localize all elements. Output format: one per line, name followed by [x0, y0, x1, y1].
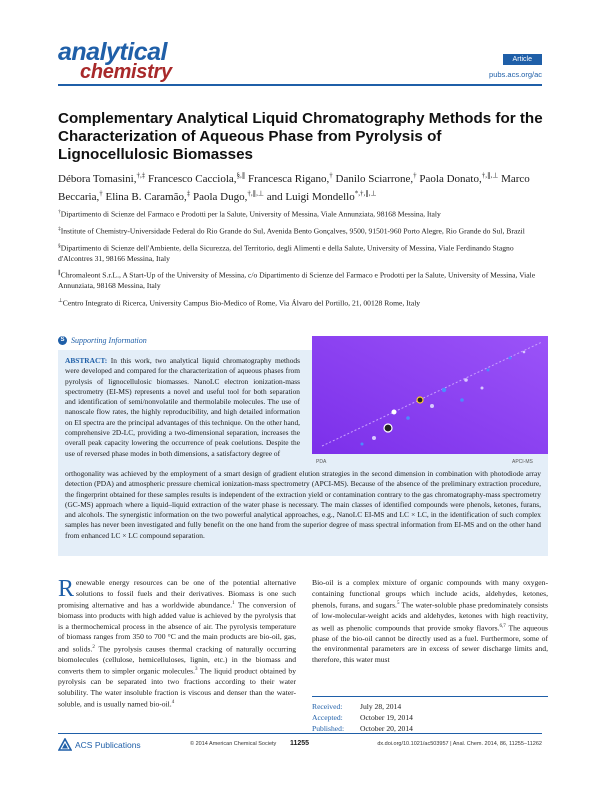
- toc-spot: [442, 388, 446, 392]
- journal-logo: [58, 38, 172, 83]
- toc-spot: [417, 397, 423, 403]
- article-type-badge: Article: [503, 54, 542, 65]
- body-column-left: Renewable energy resources can be one of the potential alternative solutions to fossil fuels and their derivatives. Biomass is one such promising alternative and has a worldwide abundance.$^1$ The conversion of biomass into products with high added value is achieved by the pyrolysis that is a thermochemical process in the absence of air. The pyrolysis temperature of biomass ranges from 350 to 700 °C and the main products are bio-oil, gas, and solids.$^2$ The pyrolysis causes thermal cracking of naturally occurring biomolecules (cellulose, hemicelluloses, lignin, etc.) in the biomass and converts them to simpler organic molecules.$^3$ The liquid product obtained by pyrolysis can be separated into two fractions according to their water solubility. The water insoluble fraction is viscous and denser than the water-soluble, and is usually named bio-oil.$^4$: [58, 576, 296, 709]
- toc-spot: [481, 387, 484, 390]
- acs-logo-icon: [58, 738, 72, 752]
- author: Paola Donato,†,∥,⊥: [419, 171, 499, 185]
- affiliation: §Dipartimento di Scienze dell'Ambiente, della Sicurezza, del Territorio, degli Alimenti e della Salute, University of Messina, Viale Ferdinando Stagno d'Alcontres 31, 98166 Messina, Italy: [58, 242, 514, 263]
- header-divider: [58, 84, 542, 86]
- author: Francesca Rigano,†: [248, 171, 333, 185]
- toc-spot: [384, 424, 392, 432]
- toc-spot: [430, 404, 434, 408]
- reference-link[interactable]: 1: [232, 601, 235, 606]
- abstract-body: In this work, two analytical liquid chromatography methods were developed and compared for the characterization of aqueous phases from pyrolysis of lignocellulosic biomasses. NanoLC electron ionization-mass spectrometry (EI-MS) represents a novel and useful tool for both separation and identification of semi/nonvolatile and thermolabile molecules. The use of nanoscale flow rates, the highly reproducibility, and high detailed information on EI spectra are the principal advantages of this technique. On the other hand, comprehensive 2D-LC, providing a two-dimensional separation, increases the overall peak capacity lowering the occurrence of peak coelutions. Despite the use of reversed phase modes in both dimensions, a satisfactory degree of: [65, 356, 300, 458]
- toc-x-label-left: PDA: [316, 459, 327, 465]
- publication-dates: [312, 696, 548, 734]
- toc-spot: [523, 351, 526, 354]
- toc-spot: [509, 357, 512, 360]
- body-column-right: Bio-oil is a complex mixture of organic compounds with many oxygen-containing functional groups which include acids, aldehydes, ketones, phenols, furans, and sugars.$^5$ The water-soluble phase predominately consists of low-molecular-weight acids and aldehydes, ketones with high reactivity, as well as phenolic compounds that provide smoky flavors.$^{6,7}$ The aqueous phase of the bio-oil cannot be directly used as a fuel. Furthermore, some of the environmental parameters are in excess of sewer discharge limits and, therefore, this water must: [312, 578, 549, 664]
- toc-spot: [460, 398, 464, 402]
- abstract-text-narrow: [65, 356, 300, 459]
- author: Marco Beccaria,†: [58, 172, 530, 203]
- author: and Luigi Mondello*,†,∥,⊥: [266, 189, 377, 203]
- author: Elina B. Caramão,‡: [105, 189, 191, 203]
- footer-divider: [58, 733, 542, 734]
- doi-citation[interactable]: dx.doi.org/10.1021/ac503957 | Anal. Chem. 2014, 86, 11255−11262: [377, 741, 542, 747]
- toc-x-label-right: APCI-MS: [512, 459, 533, 465]
- author: Danilo Sciarrone,†: [335, 171, 417, 185]
- reference-link[interactable]: 2: [92, 644, 95, 650]
- affiliation: ⊥Centro Integrato di Ricerca, University Campus Bio-Medico of Rome, Via Álvaro del Portillo, 21, 00128 Rome, Italy: [58, 297, 421, 308]
- article-title: Complementary Analytical Liquid Chromatography Methods for the Characterization of Aqueous Phase from Pyrolysis of Lignocellulosic Biomasses: [58, 110, 543, 163]
- toc-graphic: [312, 336, 548, 466]
- acs-publications-logo[interactable]: [58, 738, 141, 752]
- supporting-info-label: Supporting Information: [71, 336, 147, 345]
- toc-spot: [487, 369, 490, 372]
- reference-link[interactable]: 3: [195, 667, 198, 673]
- toc-spot: [406, 416, 410, 420]
- abstract-text-wide: orthogonality was achieved by the employment of a smart design of gradient elution strategies in the second dimension in combination with photodiode array detection (PDA) and atmospheric pressure chemical ionization-mass spectrometry (APCI-MS). Because of the absence of the preliminary extraction procedure, the fingerprint obtained for these samples results is independent of the extraction yield or contamination contrary to the gas chromatography-mass spectrometry (GC-MS) approach where a liquid–liquid extraction of the water phase is necessary. The main classes of identified compounds were phenols, ketones, furans, and alcohols. The synergistic information on the two powerful analytical approaches, e.g., NanoLC EI-MS and LC × LC, in the identification of such complex samples has never been investigated and fully benefit on the one hand from the superior degree of mass spectral information from EI-MS and on the other hand from enhanced LC × LC compound separation.: [65, 469, 541, 540]
- page-number: 11255: [290, 740, 310, 747]
- supporting-info-icon: S: [58, 336, 67, 345]
- reference-link[interactable]: 4: [171, 700, 175, 706]
- author-list: [58, 168, 548, 204]
- affiliation: ∥Chromaleont S.r.L., A Start-Up of the University of Messina, c/o Dipartimento di Scienze del Farmaco e Prodotti per la Salute, University of Messina, Viale Annunziata, 98168 Messina, Italy: [58, 270, 536, 291]
- author: Francesco Cacciola,§,∥: [147, 171, 246, 185]
- affiliation: †Dipartimento di Scienze del Farmaco e Prodotti per la Salute, University of Messina, Viale Annunziata, 98168 Messina, Italy: [58, 209, 441, 219]
- date-published: Published: October 20, 2014: [312, 724, 413, 733]
- journal-url-link[interactable]: pubs.acs.org/ac: [489, 70, 542, 79]
- toc-plot-gradient: [312, 336, 548, 454]
- author: Paola Dugo,†,∥,⊥: [192, 189, 264, 203]
- abstract-label: ABSTRACT:: [65, 356, 108, 365]
- date-received: Received: July 28, 2014: [312, 702, 402, 711]
- logo-line-analytical: analytical: [58, 38, 167, 66]
- reference-link[interactable]: 5: [396, 601, 400, 606]
- acs-publications-label: ACS Publications: [75, 740, 141, 750]
- toc-spot: [372, 436, 376, 440]
- reference-link[interactable]: 6,7: [499, 623, 506, 629]
- toc-spot: [392, 410, 397, 415]
- author: Débora Tomasini,†,‡: [58, 171, 146, 185]
- toc-spot: [464, 378, 468, 382]
- date-accepted: Accepted: October 19, 2014: [312, 713, 413, 722]
- toc-spot: [361, 443, 364, 446]
- copyright-notice: © 2014 American Chemical Society: [190, 741, 277, 747]
- logo-line-chemistry: chemistry: [80, 60, 172, 83]
- affiliation: ‡Institute of Chemistry-Universidade Federal do Rio Grande do Sul, Avenida Bento Gonçalves, 9500, 91501-960 Porto Alegre, Rio Grande do Sul, Brazil: [58, 225, 525, 236]
- supporting-information-link[interactable]: [58, 336, 147, 345]
- drop-cap: R: [58, 576, 75, 602]
- affiliation-list: [58, 207, 548, 313]
